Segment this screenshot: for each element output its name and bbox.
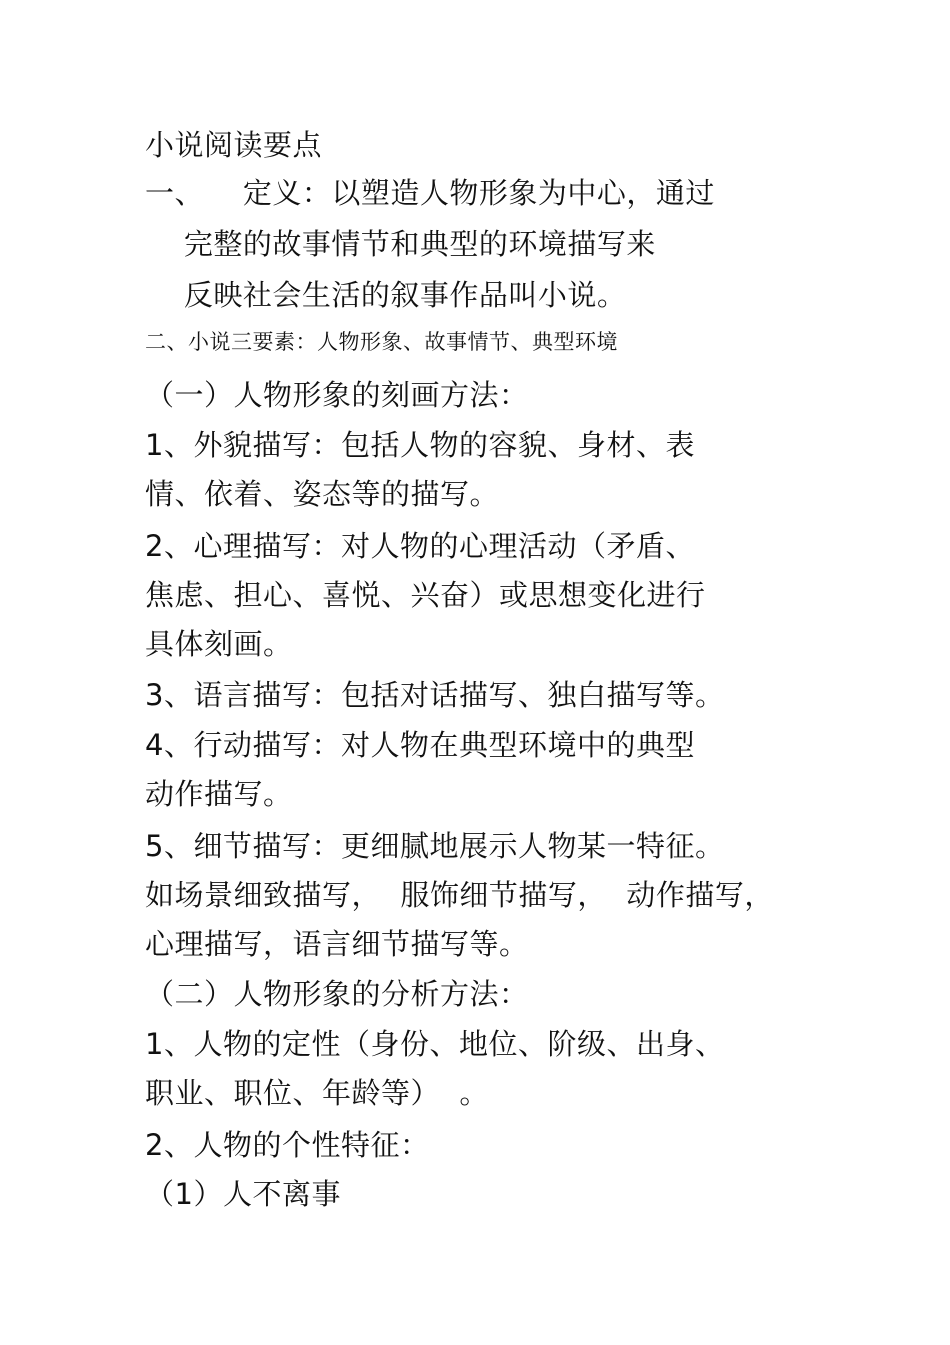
analysis-2-line-1: 2、人物的个性特征：: [145, 1128, 430, 1162]
item-2-line-1: 2、心理描写：对人物的心理活动（矛盾、: [145, 529, 695, 563]
definition-line-3: 反映社会生活的叙事作品叫小说。: [145, 278, 627, 312]
item-4-line-2: 动作描写。: [145, 777, 293, 811]
item-3-line-1: 3、语言描写：包括对话描写、独白描写等。: [145, 678, 725, 712]
analysis-2-sub-1: （1）人不离事: [145, 1177, 341, 1211]
definition-line-2: 完整的故事情节和典型的环境描写来: [145, 227, 656, 261]
item-5-line-1: 5、细节描写：更细腻地展示人物某一特征。: [145, 829, 725, 863]
item-4-line-1: 4、行动描写：对人物在典型环境中的典型: [145, 728, 695, 762]
analysis-1-line-1: 1、人物的定性（身份、地位、阶级、出身、: [145, 1027, 725, 1061]
item-1-line-2: 情、依着、姿态等的描写。: [145, 477, 500, 511]
item-5-line-3: 心理描写，语言细节描写等。: [145, 927, 529, 961]
item-5-line-2: 如场景细致描写， 服饰细节描写， 动作描写，: [145, 878, 774, 912]
item-1-line-1: 1、外貌描写：包括人物的容貌、身材、表: [145, 428, 695, 462]
section-heading-1: （一）人物形象的刻画方法：: [145, 378, 529, 412]
document-title: 小说阅读要点: [145, 128, 323, 162]
section-heading-2: （二）人物形象的分析方法：: [145, 977, 529, 1011]
three-elements-line: 二、小说三要素：人物形象、故事情节、典型环境: [145, 330, 618, 354]
item-2-line-2: 焦虑、担心、喜悦、兴奋）或思想变化进行: [145, 578, 706, 612]
item-2-line-3: 具体刻画。: [145, 627, 293, 661]
definition-line-1: 一、 定义：以塑造人物形象为中心，通过: [145, 176, 715, 210]
analysis-1-line-2: 职业、职位、年龄等） 。: [145, 1076, 489, 1110]
